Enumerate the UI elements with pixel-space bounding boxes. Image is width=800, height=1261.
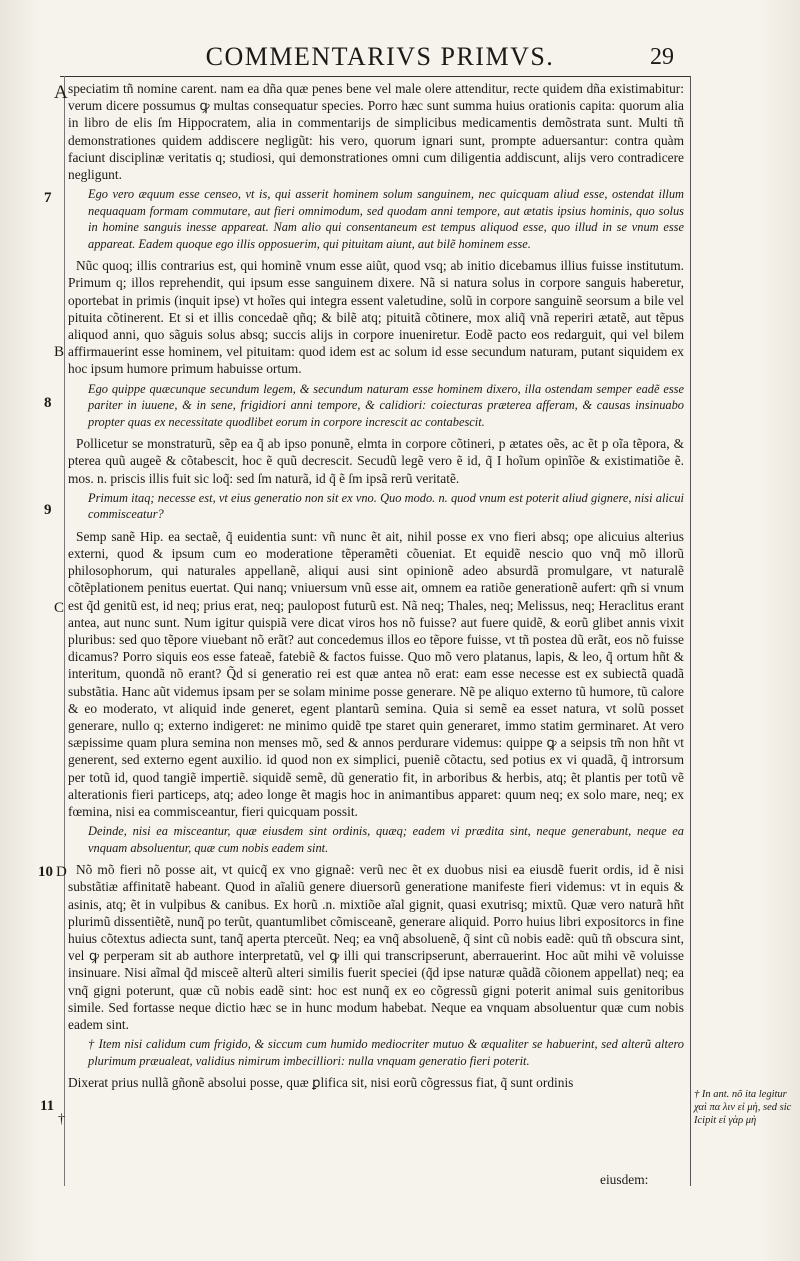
margin-number-9: 9	[44, 502, 52, 518]
lemma-paragraph: † Item nisi calidum cum frigido, & siccum cum humido mediocriter mutuo & æqualiter se habuerint, sed alterũ altero plurimum præualeat, validius nimirum imbecilliori: nulla vnquam generatio fieri poterit.	[88, 1037, 684, 1068]
running-head: COMMENTARIVS PRIMVS.	[205, 42, 555, 71]
margin-number-8: 8	[44, 395, 52, 411]
marginal-note: † In ant. nõ ita legitur χαὶ πα λιν εἰ μὴ, sed sic Icipit εἰ γὰρ μὴ	[694, 1089, 792, 1126]
paragraph: speciatim tñ nomine carent. nam ea dña quæ penes bene vel male olere attenditur, recte quidem dña existimabitur: verum dicere possumus ꝙ multas consequatur species. Porro hæc sunt summa huius orationis capita: quorum alia in libro de elis ſm Hippocratem, alia in commentarijs de simplicibus medicamentis demõstrata sunt. Multi tñ demonstrationes quidem addiscere negligũt: his vero, quorum ignari sunt, prompte aduersantur: contra quàm faciunt disciplinæ veritatis q; studiosi, qui demonstrationes omni cum diligentia addiscunt, alijs vero contradicere negligunt.	[68, 81, 684, 183]
margin-dagger: †	[58, 1112, 65, 1127]
catchword: eiusdem:	[600, 1172, 649, 1187]
body-text	[68, 80, 684, 1094]
lemma-paragraph: Deinde, nisi ea misceantur, quæ eiusdem sint ordinis, quæq; eadem vi prædita sint, neque generabunt, neque ea vnquam absoluentur, quæ cum nobis eadem sint.	[88, 824, 684, 855]
margin-number-7: 7	[44, 190, 52, 206]
paragraph: Dixerat prius nullã gñonẽ absolui posse, quæ ꝑlifica sit, nisi eorũ cõgressus fiat, q̃ sunt ordinis	[68, 1075, 574, 1091]
margin-letter-c: C	[54, 600, 65, 616]
margin-letter-d: D	[56, 864, 67, 880]
page-number: 29	[650, 44, 674, 70]
margin-rule-left	[64, 76, 65, 1186]
paragraph: Nũc quoq; illis contrarius est, qui hominẽ vnum esse aiũt, quod vsq; ab initio dicebamus illius fuisse institutum. Primum q; illos reprehendit, qui ipsum esse sanguinem dixere. Nã si natura solus in corpore sanguis haberetur, oportebat in primis (inquit ipse) vt hoĩes qui integra essent valetudine, solũ in corpore sanguinẽ seorsum a bile vel pituita cõtinerent. Et si et illis concedaẽ qñq; & bilẽ atq; pituitã cõtinere, mox aliq̃ vnã reperiri ætatẽ, aut tẽpus aliquod anni, quo sãguis solus absq; succis alijs in corpore inueniretur. Eodẽ pacto eos redarguit, qui vel bilem affirmauerint esse hominem, vel pituitam: quod idem est ac solum id esse secundum naturam, putant siquidem ex hoc ipsum humore primum habuisse ortum.	[68, 258, 684, 377]
lemma-paragraph: Primum itaq; necesse est, vt eius generatio non sit ex vno. Quo modo. n. quod vnum est poterit aliud gignere, nisi alicui commisceatur?	[88, 490, 684, 522]
margin-number-10: 10	[38, 864, 53, 880]
paragraph: Semp sanẽ Hip. ea sectaẽ, q̃ euidentia sunt: vñ nunc ẽt ait, nihil posse ex vno fieri absq; ope alicuius alterius externi, quod & ipsum cum eo moderatione tẽperamẽti cõueniat. Et equidẽ nescio quo vnq̃ mõ illorũ philosophorum, qui naturales appellanẽ, aliqui ausi sint opinionẽ adeo absurdã promulgare, vt naturalẽ cõtẽplationem penitus euertat. Qui nanq; vniuersum vnũ esse ait, omnem ea ratiõe generationẽ aufert: qm̃ si vnum est q̃d genitũ est, id neq; prius erat, neq; paulopost futurũ est. Nã neq; Thales, neq; Melissus, neq; Heraclitus erant antea, aut nunc sunt. Num igitur quispiã vere dicat viros hos nõ fuisse? aut fuere quidẽ, & eorũ glibet annis vixit pluribus: sed quo tẽpore viuebant nõ erãt? aut concedemus illos eo tẽpore fuisse, vt tñ postea dũ erãt, eos nõ fuisse dicamus? Porro siquis eos esse fateaẽ, fatebiẽ & factos fuisse. Quo mõ vero platanus, lapis, & leo, q̃ ortum hñt & interitum, quondã nõ erant? Q̃d si generatio rei est quæ antea nõ erat: eam esse necesse est ex subiectã quadã substãtia. Hanc aũt videmus ipsam per se solam minime posse generare. Nẽ pe aliquo externo tũ humore, tũ calore & eo moderato, vt aliquid inde generet, egent plantarũ semina. Quia si semẽ ea esset natura, vt solũ posset generare, nullo q; externo indigeret: ne minimo quidẽ tpe staret quin generaret, immo statim germinaret. At vero sæpissime quam plura semina non menses mõ, sed & annos perdurare videmus: quippe ꝙ a seipsis tm̃ non hñt vt generent, sed externo egent auxilio. id quod non ex simplici, pueniẽ cõtactu, sed potius ex vi quadã, q̃ introrsum per totũ id, quod tangiẽ impertiẽ. siquidẽ semẽ, dũ generatio fit, in arboribus & herbis, atq; ẽt plantis per totũ vẽ alterationis fieri particeps, atq; adeo longe ẽt magis hoc in animantibus apparet: quum neq; ex solo mare, neq; ex fœmina, nisi ea commisceantur, fieri quicquam possit.	[68, 528, 684, 819]
lemma-paragraph: Ego quippe quæcunque secundum legem, & secundum naturam esse hominem dixero, illa ostendam semper eadẽ esse pariter in iuuene, & in sene, frigidiori anni tempore, & calidiori: coiecturas præterea afferam, & causas insinuabo propter quas ex necessitate quodlibet eorum in corpore increscit ac contabescit.	[88, 381, 684, 429]
margin-letter-a: A	[54, 82, 68, 103]
header-rule	[60, 76, 690, 77]
margin-rule-right	[690, 76, 691, 1186]
paragraph: Nõ mõ fieri nõ posse ait, vt quicq̃ ex vno gignaẽ: verũ nec ẽt ex duobus nisi ea eiusdẽ fuerit ordis, id ẽ nisi substãtiæ affinitatẽ habeant. Quod in aĩaliũ genere diuersorũ generatione manifeste fieri videmus: vt in equis & asinis, atq; ẽt in vulpibus & canibus. Ex horũ .n. mixtiõe aĩal gignit, quasi exutrisq; mixtũ. Quæ vero naturã hñt plurimũ dissentiẽtẽ, nunq̃ po terũt, quantumlibet cõmisceanẽ, generare aliquid. Porro huius libri expositorcs in fine huius cõtextus adiecta sunt, tanq̃ aperta pterceũt. Neq; ea vnq̃ absoluenẽ, q̃ sint cũ nobis eadẽ: quũ tñ obscura sint, vel ꝙ perperam sit ab authore interpretatũ, vel ꝙ illi qui transcripserunt, aberrauerint. Hoc aũt mihi vẽ voluisse insinuare. Nisi aĩmal q̃d misceẽ alterũ alteri similis fuerit speciei (q̃d ipse naturæ quãdã cõionem appellat) neq; ea vnq̃ gigni poterunt, quæ cũ nobis eadẽ sint: hoc est nunq̃ ex eo cõgressũ gigni poterit animal suis genitoribus simile. Sed fortasse neque dictio hæc se in hunc modum habebat. Neque ea vnquam absoluentur quæ cum nobis eadem sint.	[68, 862, 684, 1033]
margin-number-11: 11	[40, 1098, 55, 1114]
paragraph: Pollicetur se monstraturũ, sẽp ea q̃ ab ipso ponunẽ, elmta in corpore cõtineri, p ætates oẽs, ac ẽt p oĩa tẽpora, & pterea quũ augeẽ & cõtabescit, hoc ẽ quũ decrescit. Secudũ legẽ vero ẽ id, q̃ I hoĩum opinĩõe & existimatiõe ẽ. mos. n. priscis illis fuit sic loq̃: sed ſm naturã, id q̃ ẽ ſm ipsã rerũ veritatẽ.	[68, 436, 684, 486]
lemma-paragraph: Ego vero æquum esse censeo, vt is, qui asserit hominem solum sanguinem, nec quicquam aliud esse, ostendat illum nequaquam formam commutare, aut fieri omnimodum, sed quodam anni tempore, aut ætatis ipsius hominis, quo solus in homine sanguis inesse appareat. Nam alio qui consentaneum est tempus aliquod esse, quo illud in se vnum esse appareat. Eadem quoque ego illis opposuerim, qui pituitam aiunt, aut bilẽ hominem esse.	[88, 187, 684, 251]
margin-letter-b: B	[54, 344, 65, 360]
